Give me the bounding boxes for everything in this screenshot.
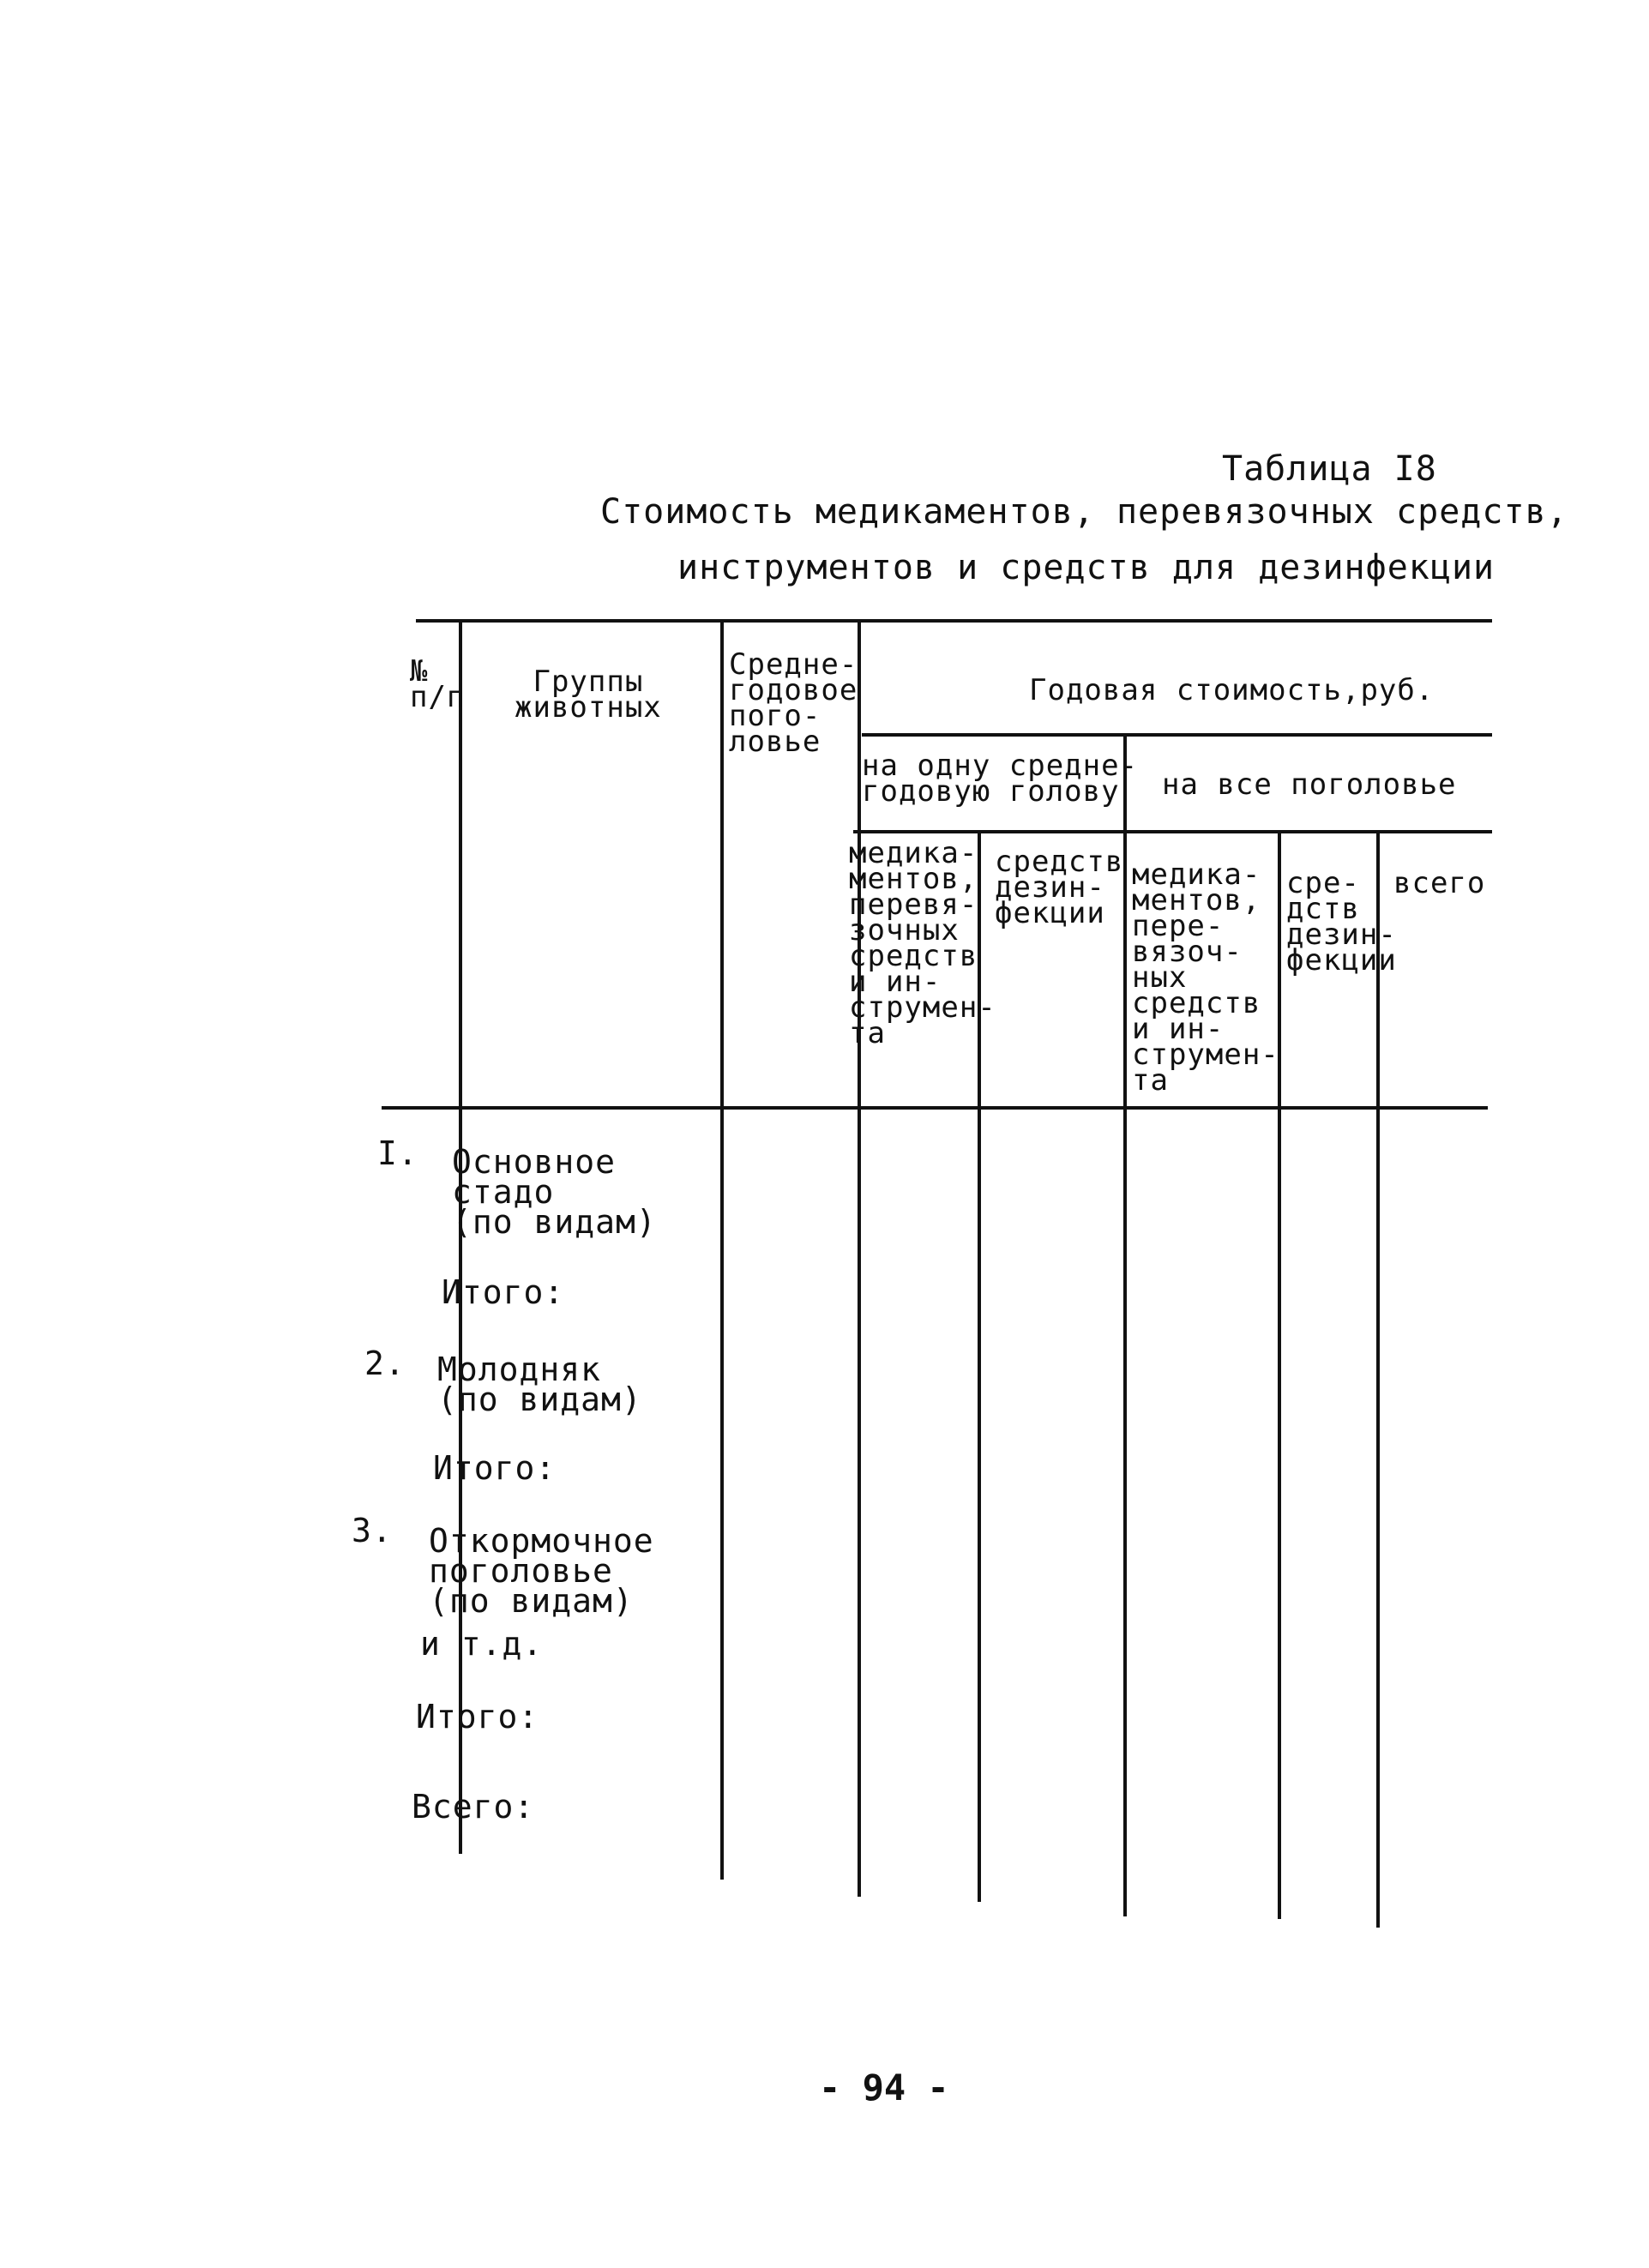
row-label: Всего:	[412, 1788, 535, 1826]
table-label: Таблица I8	[1222, 449, 1437, 489]
header-meds-all: медика- ментов, пере- вязоч- ных средств и ин- струмен- та	[1132, 857, 1279, 1098]
subgroup-rule	[853, 830, 1492, 833]
table-title-line-2: инструментов и средств для дезинфекции	[677, 548, 1496, 587]
annual-cost-rule	[862, 733, 1492, 737]
header-total: всего	[1393, 866, 1486, 900]
header-bottom-rule	[382, 1106, 1488, 1110]
header-disinfection-per-head: средств дезин- фекции	[995, 845, 1124, 930]
column-line-2	[720, 619, 724, 1880]
column-line-3	[858, 619, 861, 1897]
row-num: 3.	[352, 1512, 393, 1549]
header-num: № п/п	[410, 654, 466, 714]
column-line-5	[1123, 733, 1127, 1916]
row-label: Итого:	[416, 1698, 539, 1736]
row-label: и т.д.	[420, 1625, 544, 1663]
row-label: Итого:	[442, 1273, 565, 1311]
table-title-line-1: Стоимость медикаментов, перевязочных средств,	[600, 492, 1568, 532]
row-label: Молодняк (по видам)	[437, 1351, 642, 1418]
row-label: Основное стадо (по видам)	[452, 1143, 657, 1241]
header-animal-groups: Группы животных	[515, 665, 662, 725]
header-annual-cost: Годовая стоимость,руб.	[1029, 673, 1435, 707]
row-num: I.	[377, 1134, 418, 1172]
column-line-7	[1376, 830, 1380, 1928]
row-num: 2.	[364, 1345, 406, 1382]
header-meds-per-head: медика- ментов, перевя- зочных средств и ин- струмен- та	[849, 836, 996, 1050]
header-disinfection-all: сре- дств дезин- фекции	[1286, 866, 1397, 978]
table-top-rule	[416, 619, 1492, 623]
row-label: Итого:	[433, 1449, 557, 1487]
header-per-head: на одну средне- годовую голову	[862, 749, 1139, 809]
header-all-livestock: на все поголовье	[1162, 767, 1457, 802]
page-number: - 94 -	[819, 2066, 949, 2109]
header-avg-livestock: Средне- годовое пого- ловье	[729, 647, 858, 759]
row-label: Откормочное поголовье (по видам)	[429, 1522, 654, 1620]
